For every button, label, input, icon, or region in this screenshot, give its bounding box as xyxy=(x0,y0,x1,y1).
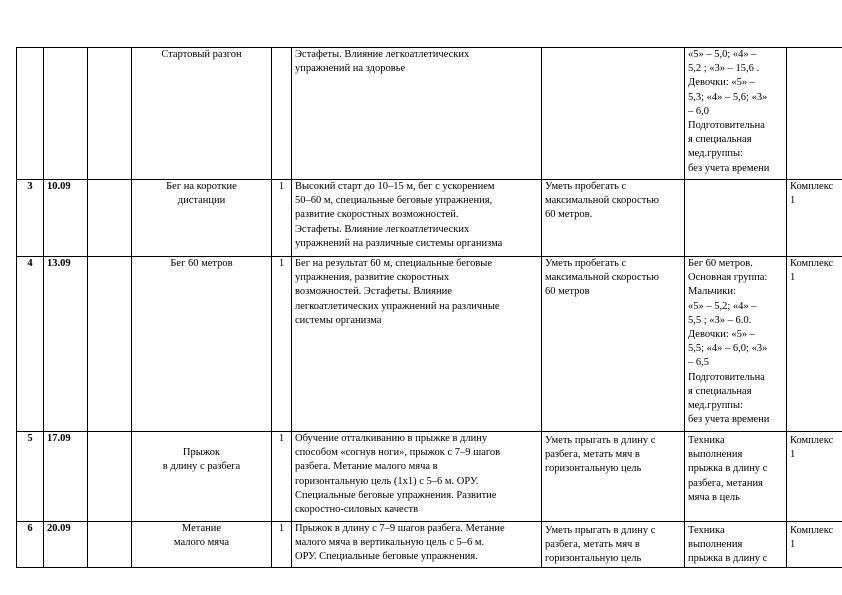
homework-cell xyxy=(787,257,842,432)
requirements-text: Уметь пробегать с максимальной скоростью 60 метров. xyxy=(545,181,659,221)
lesson-content-cell xyxy=(292,48,542,180)
control-text: Бег 60 метров. Основная группа: Мальчики: «5» – 5,2; «4» – 5,5 ; «3» – 6.0. Девочки: «5» – 5,5; «4» – 6,0; «3» – 6,5 Подготовительна я специальная мед.группы: без учета времени xyxy=(688,258,770,426)
requirements-text: Уметь прыгать в длину с разбега, метать мяч в горизонтальную цель xyxy=(545,435,656,475)
lesson-topic-text: Бег 60 метров xyxy=(170,258,233,269)
lesson-topic-cell xyxy=(132,432,272,522)
lesson-content-cell xyxy=(292,180,542,257)
lesson-hours-cell: 1 xyxy=(272,432,292,522)
lesson-date-cell xyxy=(44,48,88,180)
lesson-topic-text: Метание малого мяча xyxy=(173,523,230,549)
homework-text: Комплекс 1 xyxy=(790,258,834,284)
requirements-cell xyxy=(542,522,685,568)
requirements-text: Уметь прыгать в длину с разбега, метать мяч в горизонтальную цель xyxy=(545,525,656,565)
lesson-date-cell: 10.09 xyxy=(44,180,88,257)
lesson-topic-cell xyxy=(132,522,272,568)
homework-text: Комплекс 1 xyxy=(790,435,834,461)
control-text: Техника выполнения прыжка в длину с xyxy=(688,525,768,565)
requirements-cell xyxy=(542,48,685,180)
requirements-text: Уметь пробегать с максимальной скоростью 60 метров xyxy=(545,258,659,298)
lesson-plan-table xyxy=(16,47,842,568)
homework-cell xyxy=(787,180,842,257)
homework-cell xyxy=(787,522,842,568)
lesson-content-text: Обучение отталкиванию в прыжке в длину способом «согнув ноги», прыжок с 7–9 шагов разбега. Метание малого мяча в горизонтальную цель (1х1) с 5–6 м. ОРУ. Специальные беговые упражнения. Развитие скоростно-силовых качеств xyxy=(295,433,501,516)
lesson-content-text: Высокий старт до 10–15 м, бег с ускорением 50–60 м, специальные беговые упражнения, развитие скоростных возможностей. Эстафеты. Влияние легкоатлетических упражнений на различные системы организма xyxy=(295,181,503,249)
requirements-cell xyxy=(542,432,685,522)
lesson-topic-text: Стартовый разгон xyxy=(161,49,242,60)
control-text: Техника выполнения прыжка в длину с разбега, метания мяча в цель xyxy=(688,435,768,503)
empty-cell xyxy=(88,432,132,522)
table-row xyxy=(17,522,842,568)
control-cell xyxy=(685,522,787,568)
control-text: «5» – 5,0; «4» – 5,2 ; «3» – 15,6 . Девочки: «5» – 5,3; «4» – 5,6; «3» – 6,0 Подготовительна я специальная мед.группы: без учета времени xyxy=(688,49,770,174)
lesson-date-cell: 20.09 xyxy=(44,522,88,568)
homework-cell xyxy=(787,48,842,180)
lesson-content-text: Прыжок в длину с 7–9 шагов разбега. Метание малого мяча в вертикальную цель с 5–6 м. ОРУ. Специальные беговые упражнения. xyxy=(295,523,505,563)
control-cell xyxy=(685,432,787,522)
lesson-date-cell: 13.09 xyxy=(44,257,88,432)
table-row xyxy=(17,432,842,522)
lesson-date-cell: 17.09 xyxy=(44,432,88,522)
lesson-hours-cell: 1 xyxy=(272,180,292,257)
lesson-number-cell: 4 xyxy=(17,257,44,432)
empty-cell xyxy=(88,257,132,432)
lesson-content-cell xyxy=(292,257,542,432)
lesson-content-cell xyxy=(292,432,542,522)
lesson-content-text: Бег на результат 60 м, специальные беговые упражнения, развитие скоростных возможностей. Эстафеты. Влияние легкоатлетических упражнений на различные системы организма xyxy=(295,258,500,326)
empty-cell xyxy=(88,48,132,180)
lesson-hours-cell: 1 xyxy=(272,522,292,568)
lesson-topic-cell xyxy=(132,48,272,180)
control-cell xyxy=(685,48,787,180)
lesson-hours-cell xyxy=(272,48,292,180)
control-cell xyxy=(685,257,787,432)
lesson-topic-text: Прыжок в длину с разбега xyxy=(162,447,241,473)
lesson-content-cell xyxy=(292,522,542,568)
homework-text: Комплекс 1 xyxy=(790,181,834,207)
lesson-hours-cell: 1 xyxy=(272,257,292,432)
lesson-number-cell: 3 xyxy=(17,180,44,257)
table-row xyxy=(17,257,842,432)
lesson-number-cell: 6 xyxy=(17,522,44,568)
lesson-number-cell xyxy=(17,48,44,180)
table-row xyxy=(17,48,842,180)
lesson-topic-cell xyxy=(132,180,272,257)
empty-cell xyxy=(88,522,132,568)
lesson-number-cell: 5 xyxy=(17,432,44,522)
control-cell xyxy=(685,180,787,257)
requirements-cell xyxy=(542,257,685,432)
homework-cell xyxy=(787,432,842,522)
lesson-topic-cell xyxy=(132,257,272,432)
table-row xyxy=(17,180,842,257)
requirements-cell xyxy=(542,180,685,257)
empty-cell xyxy=(88,180,132,257)
lesson-content-text: Эстафеты. Влияние легкоатлетических упражнений на здоровье xyxy=(295,49,470,75)
homework-text: Комплекс 1 xyxy=(790,525,834,551)
lesson-topic-text: Бег на короткие дистанции xyxy=(166,181,237,207)
